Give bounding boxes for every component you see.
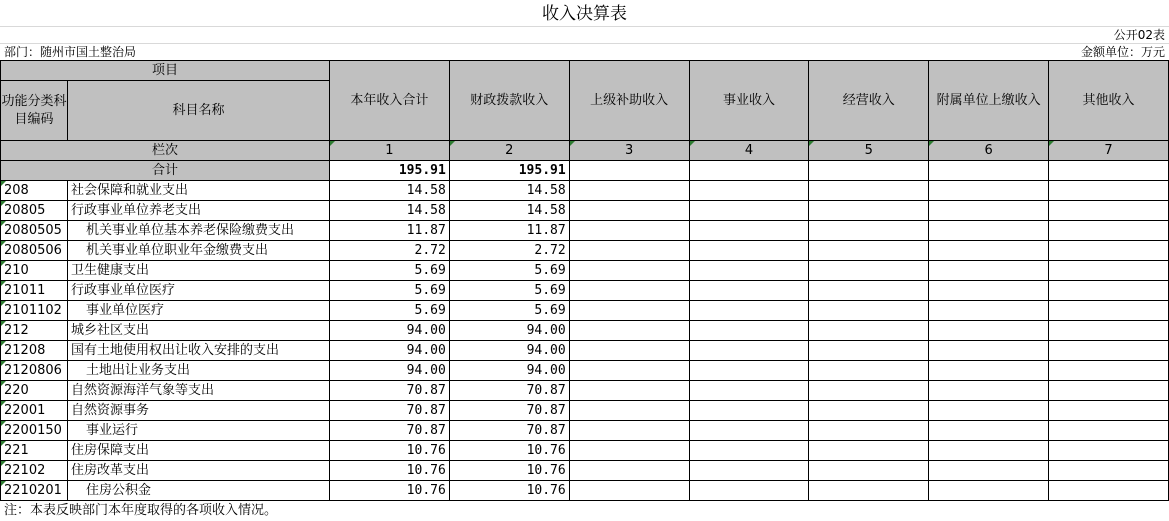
code-cell[interactable]: 208: [1, 181, 68, 201]
empty-cell[interactable]: [809, 161, 929, 181]
empty-cell[interactable]: [929, 441, 1049, 461]
column-index-cell[interactable]: 6: [929, 141, 1049, 161]
fiscal-income-cell[interactable]: 14.58: [449, 201, 569, 221]
header-total-income[interactable]: 本年收入合计: [329, 61, 449, 141]
empty-cell[interactable]: [689, 201, 809, 221]
empty-cell[interactable]: [1049, 281, 1169, 301]
empty-cell[interactable]: [1049, 361, 1169, 381]
total-income-cell[interactable]: 11.87: [329, 221, 449, 241]
grid-line: [0, 26, 1169, 27]
total-income-cell[interactable]: 14.58: [329, 181, 449, 201]
header-item[interactable]: 项目: [1, 61, 330, 81]
subject-name-cell[interactable]: 国有土地使用权出让收入安排的支出: [67, 341, 329, 361]
code-cell[interactable]: 21011: [1, 281, 68, 301]
subject-name-cell[interactable]: 行政事业单位养老支出: [67, 201, 329, 221]
header-func-code[interactable]: 功能分类科目编码: [1, 81, 68, 141]
empty-cell[interactable]: [689, 161, 809, 181]
fiscal-income-cell[interactable]: 5.69: [449, 301, 569, 321]
table-row: [1, 201, 1169, 221]
table-row: [1, 261, 1169, 281]
empty-cell[interactable]: [929, 321, 1049, 341]
empty-cell[interactable]: [809, 221, 929, 241]
empty-cell[interactable]: [929, 161, 1049, 181]
total-income-cell[interactable]: 70.87: [329, 401, 449, 421]
empty-cell[interactable]: [1049, 481, 1169, 501]
fiscal-income-cell[interactable]: 10.76: [449, 481, 569, 501]
total-income-cell[interactable]: 10.76: [329, 441, 449, 461]
empty-cell[interactable]: [929, 181, 1049, 201]
empty-cell[interactable]: [689, 381, 809, 401]
empty-cell[interactable]: [689, 361, 809, 381]
header-affiliated[interactable]: 附属单位上缴收入: [929, 61, 1049, 141]
table-row: [1, 321, 1169, 341]
empty-cell[interactable]: [809, 341, 929, 361]
code-cell[interactable]: 2200150: [1, 421, 68, 441]
table-row: [1, 301, 1169, 321]
empty-cell[interactable]: [569, 381, 689, 401]
empty-cell[interactable]: [809, 401, 929, 421]
column-index-cell[interactable]: 1: [329, 141, 449, 161]
fiscal-income-cell[interactable]: 2.72: [449, 241, 569, 261]
total-row: [1, 161, 1169, 181]
empty-cell[interactable]: [569, 181, 689, 201]
empty-cell[interactable]: [929, 401, 1049, 421]
empty-cell[interactable]: [569, 421, 689, 441]
empty-cell[interactable]: [1049, 321, 1169, 341]
empty-cell[interactable]: [689, 421, 809, 441]
code-cell[interactable]: 21208: [1, 341, 68, 361]
column-index-cell[interactable]: 3: [569, 141, 689, 161]
empty-cell[interactable]: [809, 481, 929, 501]
empty-cell[interactable]: [809, 361, 929, 381]
empty-cell[interactable]: [809, 241, 929, 261]
empty-cell[interactable]: [929, 201, 1049, 221]
total-income-cell[interactable]: 70.87: [329, 381, 449, 401]
subject-name-cell[interactable]: 住房公积金: [67, 481, 329, 501]
empty-cell[interactable]: [1049, 261, 1169, 281]
column-index-cell[interactable]: 5: [809, 141, 929, 161]
empty-cell[interactable]: [689, 321, 809, 341]
table-row: [1, 381, 1169, 401]
fiscal-income-cell[interactable]: 10.76: [449, 441, 569, 461]
empty-cell[interactable]: [569, 241, 689, 261]
code-cell[interactable]: 2120806: [1, 361, 68, 381]
empty-cell[interactable]: [1049, 441, 1169, 461]
table-row: [1, 221, 1169, 241]
empty-cell[interactable]: [809, 181, 929, 201]
empty-cell[interactable]: [569, 481, 689, 501]
table-row: [1, 361, 1169, 381]
total-fiscal-cell[interactable]: 195.91: [449, 161, 569, 181]
empty-cell[interactable]: [689, 441, 809, 461]
total-income-cell[interactable]: 94.00: [329, 341, 449, 361]
total-income-cell[interactable]: 10.76: [329, 481, 449, 501]
empty-cell[interactable]: [1049, 301, 1169, 321]
empty-cell[interactable]: [1049, 221, 1169, 241]
total-income-cell[interactable]: 14.58: [329, 201, 449, 221]
empty-cell[interactable]: [689, 341, 809, 361]
empty-cell[interactable]: [809, 201, 929, 221]
subject-name-cell[interactable]: 事业运行: [67, 421, 329, 441]
empty-cell[interactable]: [929, 221, 1049, 241]
empty-cell[interactable]: [689, 261, 809, 281]
subject-name-cell[interactable]: 住房改革支出: [67, 461, 329, 481]
total-income-cell[interactable]: 195.91: [329, 161, 449, 181]
empty-cell[interactable]: [689, 461, 809, 481]
empty-cell[interactable]: [569, 441, 689, 461]
code-cell[interactable]: 220: [1, 381, 68, 401]
header-subject-name[interactable]: 科目名称: [67, 81, 329, 141]
empty-cell[interactable]: [1049, 341, 1169, 361]
total-income-cell[interactable]: 70.87: [329, 421, 449, 441]
empty-cell[interactable]: [569, 261, 689, 281]
total-income-cell[interactable]: 2.72: [329, 241, 449, 261]
empty-cell[interactable]: [569, 281, 689, 301]
table-row: [1, 401, 1169, 421]
table-row: [1, 241, 1169, 261]
empty-cell[interactable]: [809, 261, 929, 281]
fiscal-income-cell[interactable]: 70.87: [449, 401, 569, 421]
fiscal-income-cell[interactable]: 94.00: [449, 321, 569, 341]
empty-cell[interactable]: [929, 421, 1049, 441]
subject-name-cell[interactable]: 自然资源海洋气象等支出: [67, 381, 329, 401]
code-cell[interactable]: 210: [1, 261, 68, 281]
empty-cell[interactable]: [689, 221, 809, 241]
fiscal-income-cell[interactable]: 11.87: [449, 221, 569, 241]
empty-cell[interactable]: [689, 481, 809, 501]
table-row: [1, 281, 1169, 301]
empty-cell[interactable]: [929, 361, 1049, 381]
code-cell[interactable]: 2210201: [1, 481, 68, 501]
code-cell[interactable]: 20805: [1, 201, 68, 221]
empty-cell[interactable]: [1049, 201, 1169, 221]
income-table: [0, 60, 1169, 501]
column-index-label[interactable]: 栏次: [1, 141, 330, 161]
header-other[interactable]: 其他收入: [1049, 61, 1169, 141]
empty-cell[interactable]: [1049, 181, 1169, 201]
empty-cell[interactable]: [569, 221, 689, 241]
column-index-cell[interactable]: 2: [449, 141, 569, 161]
empty-cell[interactable]: [809, 461, 929, 481]
fiscal-income-cell[interactable]: 94.00: [449, 341, 569, 361]
header-fiscal[interactable]: 财政拨款收入: [449, 61, 569, 141]
total-label[interactable]: 合计: [1, 161, 330, 181]
empty-cell[interactable]: [809, 421, 929, 441]
subject-name-cell[interactable]: 行政事业单位医疗: [67, 281, 329, 301]
table-row: [1, 341, 1169, 361]
empty-cell[interactable]: [1049, 161, 1169, 181]
subject-name-cell[interactable]: 自然资源事务: [67, 401, 329, 421]
empty-cell[interactable]: [689, 281, 809, 301]
empty-cell[interactable]: [809, 321, 929, 341]
subject-name-cell[interactable]: 机关事业单位基本养老保险缴费支出: [67, 221, 329, 241]
table-row: [1, 181, 1169, 201]
table-row: [1, 461, 1169, 481]
column-index-cell[interactable]: 7: [1049, 141, 1169, 161]
grid-line: [0, 43, 1169, 44]
header-superior-subsidy[interactable]: 上级补助收入: [569, 61, 689, 141]
empty-cell[interactable]: [929, 261, 1049, 281]
empty-cell[interactable]: [809, 301, 929, 321]
page-title: 收入决算表: [542, 4, 627, 24]
amount-unit-label: 金额单位：万元: [1080, 45, 1165, 59]
table-row: [1, 441, 1169, 461]
header-operating[interactable]: 经营收入: [809, 61, 929, 141]
total-income-cell[interactable]: 94.00: [329, 361, 449, 381]
empty-cell[interactable]: [929, 301, 1049, 321]
subject-name-cell[interactable]: 城乡社区支出: [67, 321, 329, 341]
subject-name-cell[interactable]: 机关事业单位职业年金缴费支出: [67, 241, 329, 261]
subject-name-cell[interactable]: 社会保障和就业支出: [67, 181, 329, 201]
department-label: 部门：随州市国土整治局: [4, 45, 137, 59]
empty-cell[interactable]: [569, 161, 689, 181]
subject-name-cell[interactable]: 事业单位医疗: [67, 301, 329, 321]
code-cell[interactable]: 2080506: [1, 241, 68, 261]
empty-cell[interactable]: [1049, 461, 1169, 481]
code-cell[interactable]: 212: [1, 321, 68, 341]
code-cell[interactable]: 221: [1, 441, 68, 461]
empty-cell[interactable]: [689, 181, 809, 201]
empty-cell[interactable]: [569, 461, 689, 481]
empty-cell[interactable]: [569, 321, 689, 341]
empty-cell[interactable]: [929, 341, 1049, 361]
table-note: 注：本表反映部门本年度取得的各项收入情况。: [4, 503, 278, 518]
empty-cell[interactable]: [569, 201, 689, 221]
empty-cell[interactable]: [929, 381, 1049, 401]
fiscal-income-cell[interactable]: 5.69: [449, 281, 569, 301]
header-business[interactable]: 事业收入: [689, 61, 809, 141]
fiscal-income-cell[interactable]: 70.87: [449, 421, 569, 441]
empty-cell[interactable]: [1049, 241, 1169, 261]
empty-cell[interactable]: [1049, 421, 1169, 441]
code-cell[interactable]: 22001: [1, 401, 68, 421]
code-cell[interactable]: 2101102: [1, 301, 68, 321]
total-income-cell[interactable]: 94.00: [329, 321, 449, 341]
empty-cell[interactable]: [569, 361, 689, 381]
table-row: [1, 421, 1169, 441]
subject-name-cell[interactable]: 卫生健康支出: [67, 261, 329, 281]
form-number: 公开02表: [1113, 28, 1165, 42]
subject-name-cell[interactable]: 住房保障支出: [67, 441, 329, 461]
empty-cell[interactable]: [1049, 381, 1169, 401]
fiscal-income-cell[interactable]: 14.58: [449, 181, 569, 201]
fiscal-income-cell[interactable]: 10.76: [449, 461, 569, 481]
empty-cell[interactable]: [1049, 401, 1169, 421]
empty-cell[interactable]: [809, 381, 929, 401]
empty-cell[interactable]: [929, 241, 1049, 261]
empty-cell[interactable]: [569, 301, 689, 321]
empty-cell[interactable]: [689, 301, 809, 321]
total-income-cell[interactable]: 5.69: [329, 261, 449, 281]
fiscal-income-cell[interactable]: 94.00: [449, 361, 569, 381]
column-index-cell[interactable]: 4: [689, 141, 809, 161]
code-cell[interactable]: 2080505: [1, 221, 68, 241]
empty-cell[interactable]: [929, 281, 1049, 301]
fiscal-income-cell[interactable]: 70.87: [449, 381, 569, 401]
empty-cell[interactable]: [569, 401, 689, 421]
empty-cell[interactable]: [689, 241, 809, 261]
empty-cell[interactable]: [569, 341, 689, 361]
code-cell[interactable]: 22102: [1, 461, 68, 481]
total-income-cell[interactable]: 5.69: [329, 281, 449, 301]
empty-cell[interactable]: [809, 441, 929, 461]
empty-cell[interactable]: [809, 281, 929, 301]
fiscal-income-cell[interactable]: 5.69: [449, 261, 569, 281]
total-income-cell[interactable]: 5.69: [329, 301, 449, 321]
subject-name-cell[interactable]: 土地出让业务支出: [67, 361, 329, 381]
table-row: [1, 481, 1169, 501]
empty-cell[interactable]: [689, 401, 809, 421]
total-income-cell[interactable]: 10.76: [329, 461, 449, 481]
empty-cell[interactable]: [929, 481, 1049, 501]
empty-cell[interactable]: [929, 461, 1049, 481]
